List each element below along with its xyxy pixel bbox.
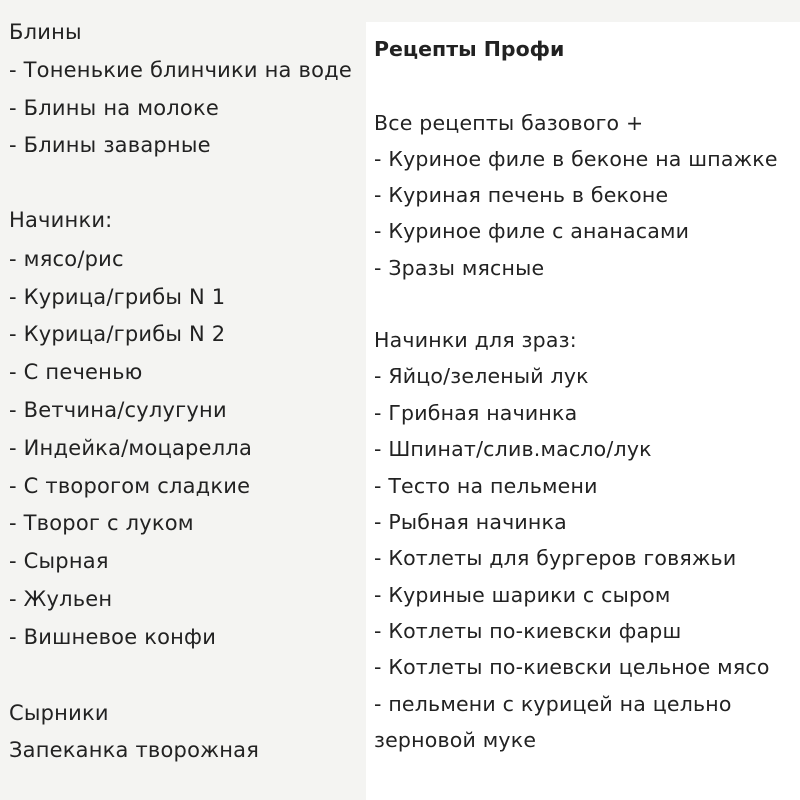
list-item-continuation: зерновой муке [374, 728, 537, 752]
list-item: - С печенью [9, 360, 143, 384]
list-item: - Шпинат/слив.масло/лук [374, 437, 652, 461]
list-item: - Блины на молоке [9, 96, 219, 120]
list-item: - мясо/рис [9, 247, 124, 271]
fillings-heading: Начинки: [9, 208, 113, 232]
list-item: - С творогом сладкие [9, 474, 251, 498]
list-item: - Зразы мясные [374, 256, 545, 280]
list-item: - Тоненькие блинчики на воде [9, 58, 352, 82]
list-item: - Котлеты по-киевски фарш [374, 619, 682, 643]
list-item: - Тесто на пельмени [374, 474, 598, 498]
list-item: - Вишневое конфи [9, 625, 217, 649]
list-item: - Грибная начинка [374, 401, 578, 425]
list-item: - Куриное филе в беконе на шпажке [374, 147, 778, 171]
section-title: Рецепты Профи [374, 37, 565, 61]
list-item: Сырники [9, 701, 109, 725]
list-item: - Творог с луком [9, 511, 194, 535]
right-column [366, 22, 800, 800]
pancakes-heading: Блины [9, 20, 82, 44]
list-item: Запеканка творожная [9, 738, 260, 762]
list-item: - Индейка/моцарелла [9, 436, 253, 460]
list-item: - Блины заварные [9, 133, 211, 157]
list-item: - Рыбная начинка [374, 510, 567, 534]
list-item: - Курица/грибы N 2 [9, 322, 226, 346]
list-item: - Куриное филе с ананасами [374, 219, 690, 243]
left-column [0, 0, 366, 800]
list-item: - Куриная печень в беконе [374, 183, 669, 207]
list-item: - Куриные шарики с сыром [374, 583, 671, 607]
list-item: - Ветчина/сулугуни [9, 398, 227, 422]
base-intro: Все рецепты базового + [374, 111, 644, 135]
list-item: - Котлеты по-киевски цельное мясо [374, 655, 770, 679]
list-item: - Сырная [9, 549, 109, 573]
zrazy-fillings-heading: Начинки для зраз: [374, 328, 577, 352]
list-item: - Котлеты для бургеров говяжьи [374, 546, 737, 570]
list-item: - Яйцо/зеленый лук [374, 364, 589, 388]
list-item: - Курица/грибы N 1 [9, 285, 226, 309]
list-item: - пельмени с курицей на цельно [374, 692, 732, 716]
list-item: - Жульен [9, 587, 113, 611]
